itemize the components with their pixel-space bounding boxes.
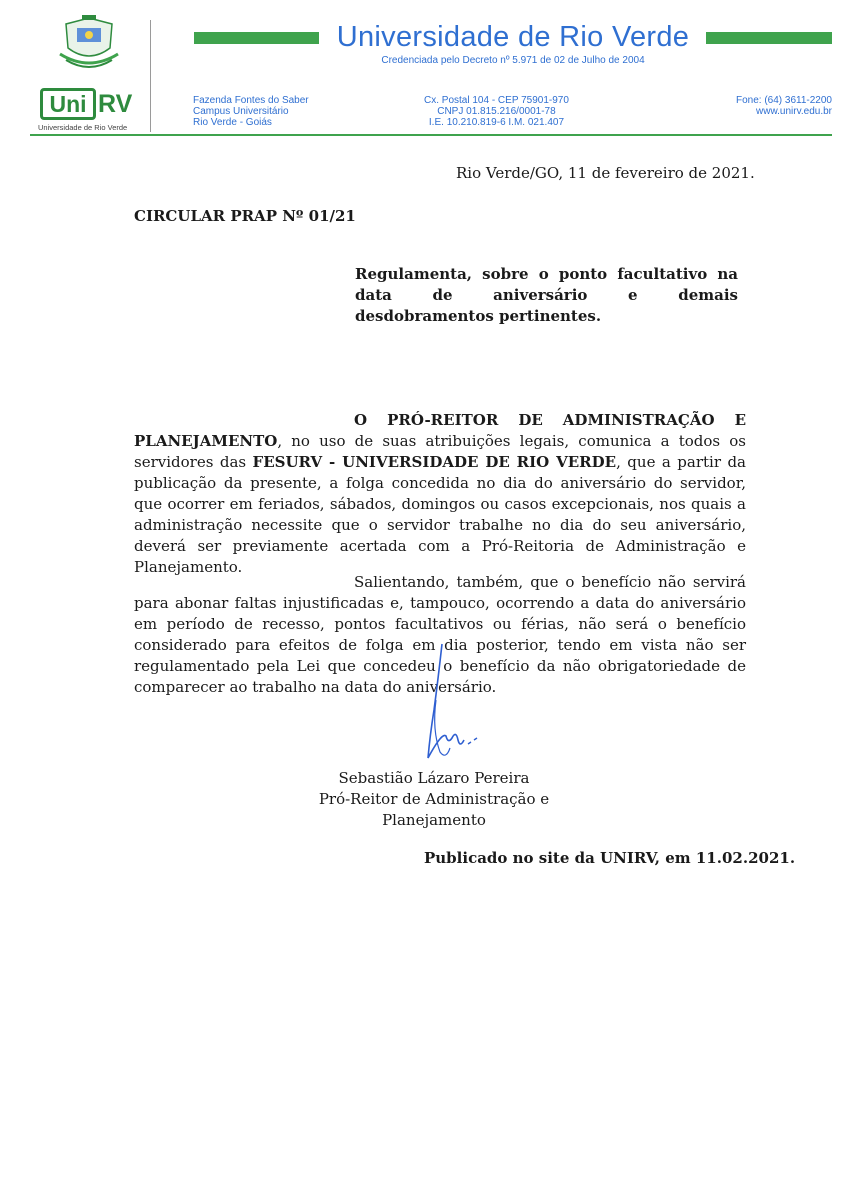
paragraph-1-text-a: , no uso de suas atribuições legais, comunica a todos os servidores das — [134, 432, 746, 471]
issuer-bold: O PRÓ-REITOR DE ADMINISTRAÇÃO E PLANEJAMENTO — [134, 411, 746, 450]
circular-number: CIRCULAR PRAP Nº 01/21 — [134, 207, 356, 225]
circular-summary: Regulamenta, sobre o ponto facultativo na data de aniversário e demais desdobramentos pertinentes. — [355, 265, 738, 325]
paragraph-2-text: Salientando, também, que o benefício não servirá para abonar faltas injustificadas e, tampouco, ocorrendo a data do aniversário em período de recesso, pontos facultativos ou férias, não será o benefício considerado para efeitos de folga em dia posterior, tendo em vista não ser regulamentado pela Lei que concedeu o benefício da não obrigatoriedade de comparecer ao trabalho na data do aniversário. — [134, 573, 746, 696]
address-line: Campus Universitário — [193, 106, 289, 117]
registry-line: CNPJ 01.815.216/0001-78 — [437, 106, 556, 117]
address-line: Fazenda Fontes do Saber — [193, 95, 309, 106]
header-green-bar-left — [194, 32, 319, 44]
website-line: www.unirv.edu.br — [756, 106, 832, 117]
phone-line: Fone: (64) 3611-2200 — [736, 95, 832, 106]
registry-line: I.E. 10.210.819-6 I.M. 021.407 — [428, 117, 564, 128]
registry-line: Cx. Postal 104 - CEP 75901-970 — [424, 95, 569, 106]
contact-block — [715, 95, 832, 117]
institution-title: Universidade de Rio Verde — [336, 21, 690, 53]
publication-note: Publicado no site da UNIRV, em 11.02.2021. — [424, 849, 796, 867]
university-crest-icon — [52, 14, 126, 74]
handwritten-signature — [412, 640, 492, 780]
unirv-logo — [40, 88, 140, 134]
date-line: Rio Verde/GO, 11 de fevereiro de 2021. — [456, 164, 755, 182]
header-green-bar-right — [706, 32, 832, 44]
logo-rv-text: RV — [98, 90, 133, 118]
paragraph-1 — [134, 410, 746, 578]
signer-block — [270, 768, 598, 831]
address-line: Rio Verde - Goiás — [193, 117, 272, 128]
signer-title: Pró-Reitor de Administração e Planejamento — [318, 790, 550, 829]
institution-bold: FESURV - UNIVERSIDADE DE RIO VERDE — [252, 453, 617, 471]
header-divider — [150, 20, 151, 132]
header-rule — [30, 134, 832, 136]
registry-block — [424, 95, 569, 128]
paragraph-1-text-b: , que a partir da publicação da presente, a folga concedida no dia do aniversário do servidor, que ocorrer em feriados, sábados, domingos ou casos excepcionais, nos quais a administração necessite que o servidor trabalhe no dia do seu aniversário, deverá ser previamente acertada com a Pró-Reitoria de Administração e Planejamento. — [134, 453, 746, 576]
logo-uni-text: Uni — [40, 88, 96, 120]
logo-caption: Universidade de Rio Verde — [38, 123, 128, 132]
accreditation-line: Credenciada pelo Decreto nº 5.971 de 02 de Julho de 2004 — [381, 55, 645, 66]
address-block — [193, 95, 309, 128]
signer-name: Sebastião Lázaro Pereira — [338, 769, 530, 787]
